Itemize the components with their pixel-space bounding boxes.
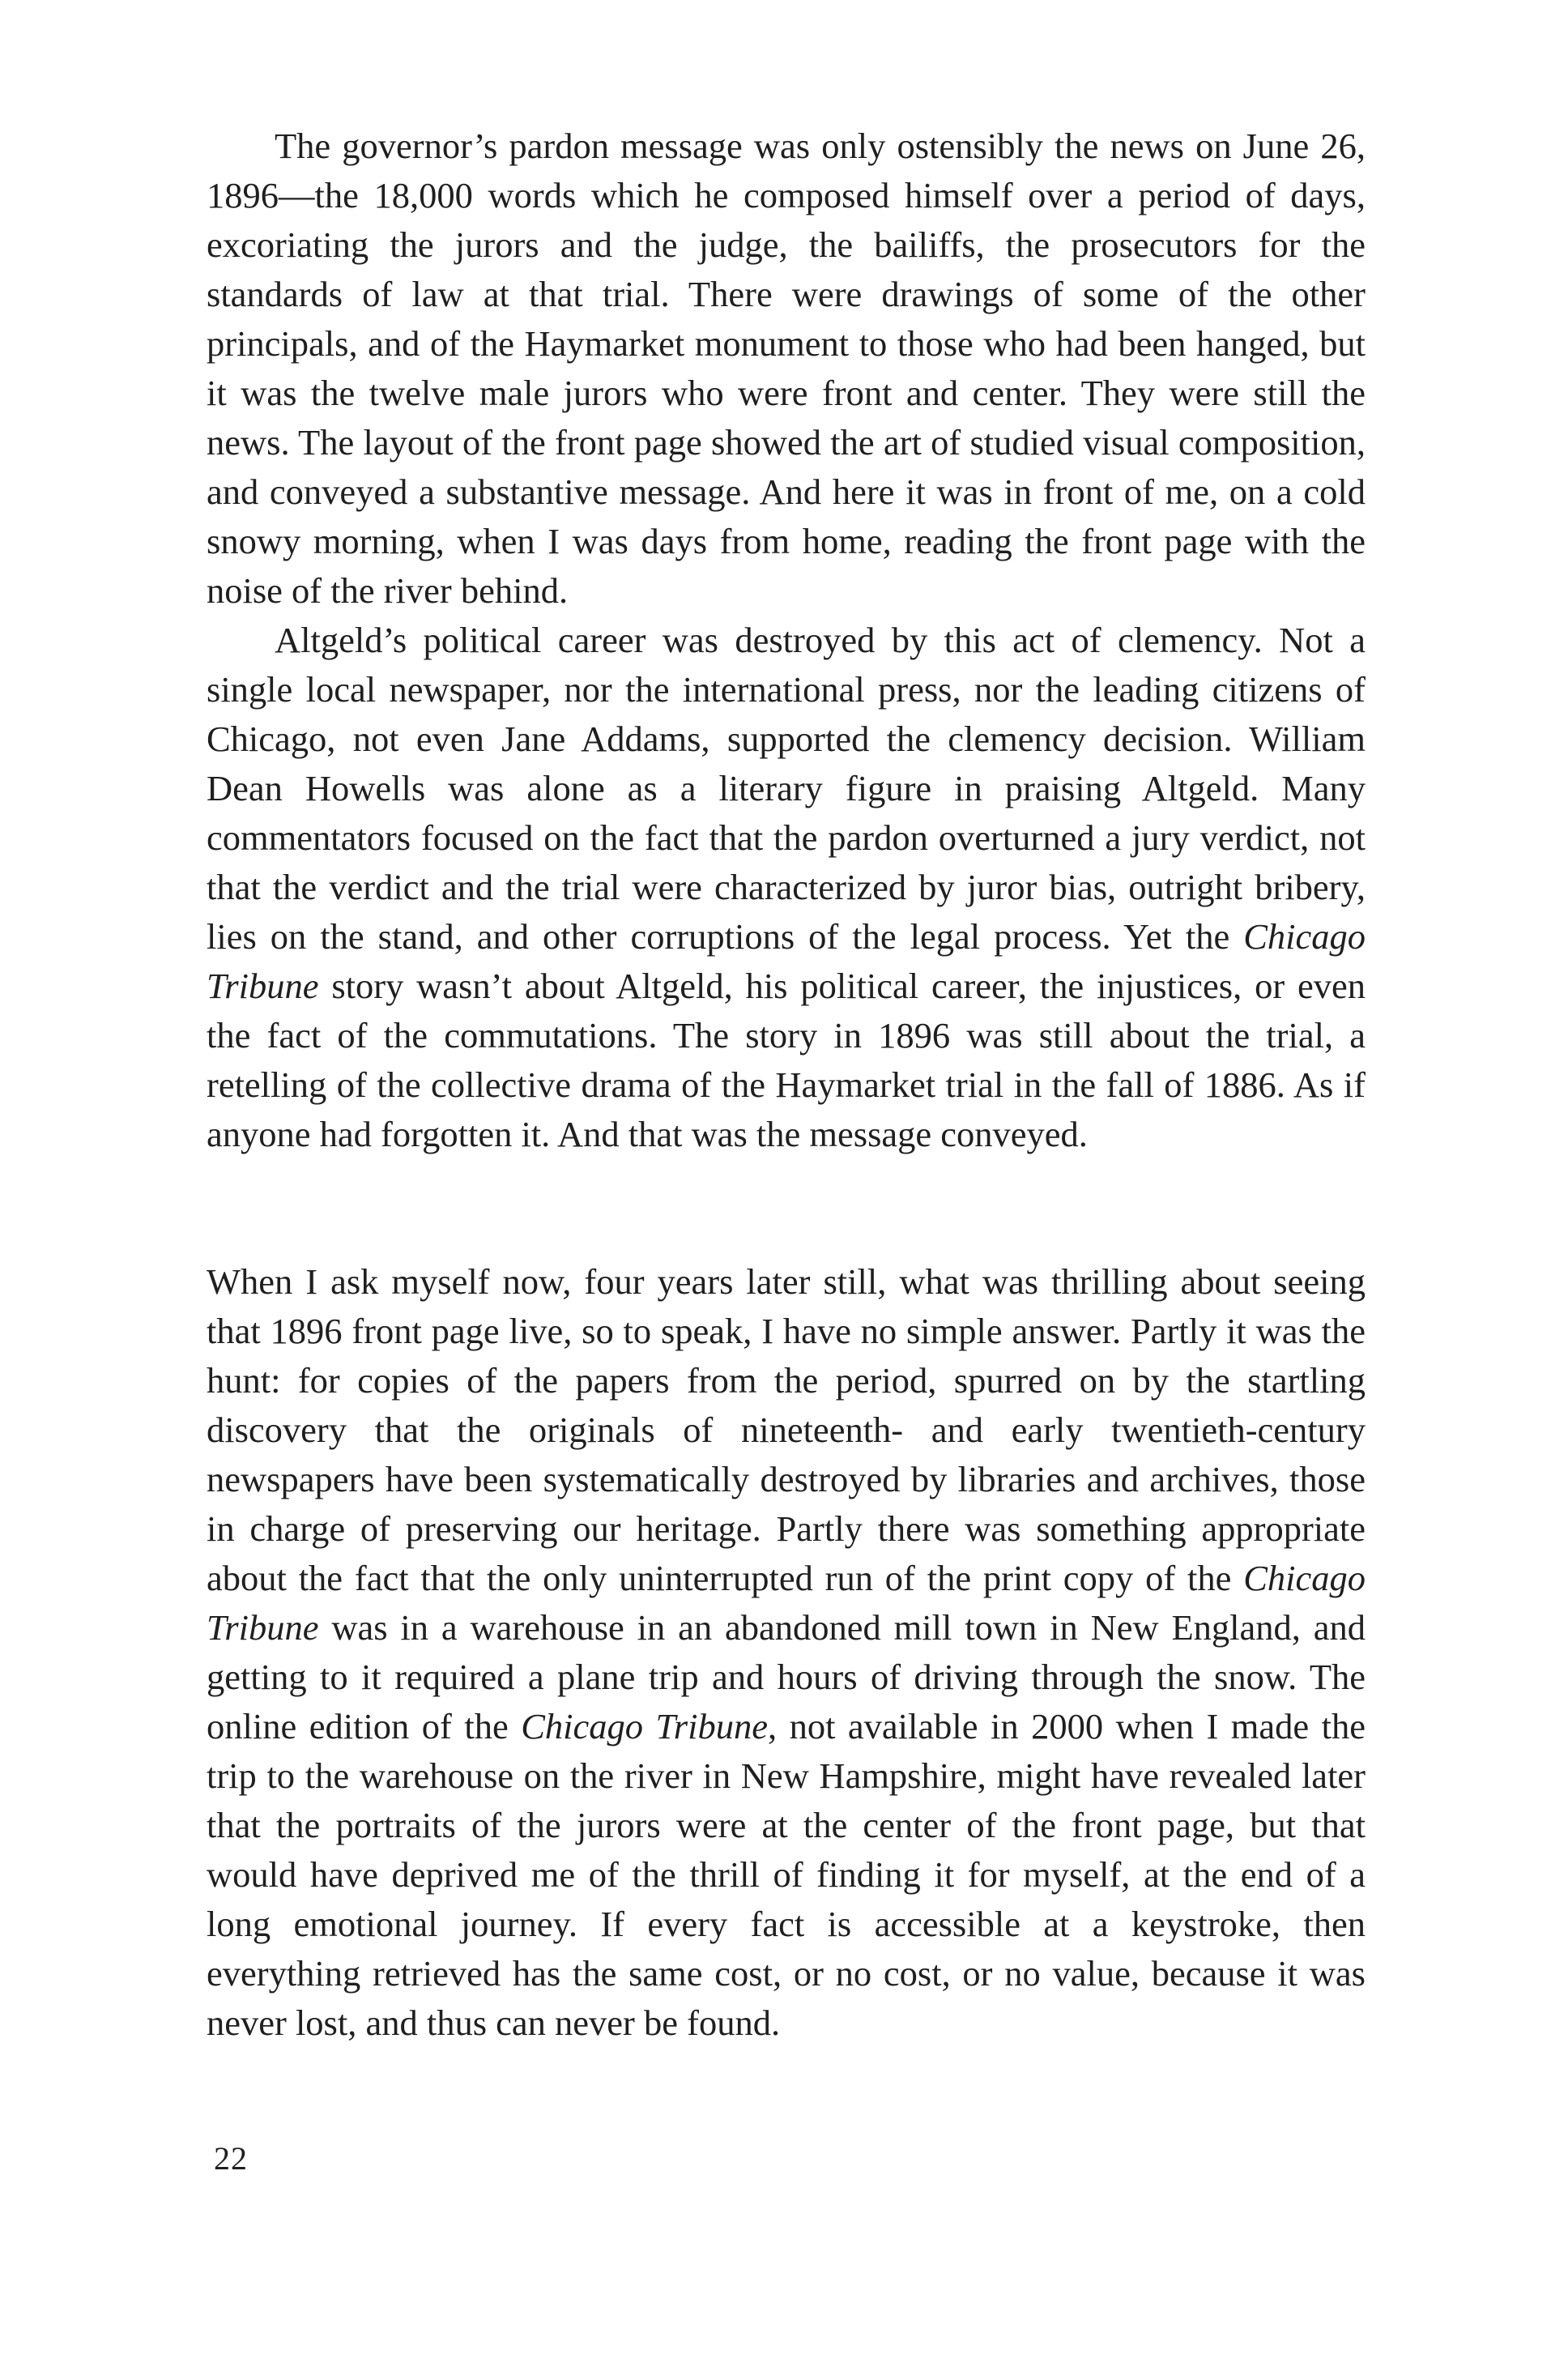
newspaper-title: Chicago Tribune (207, 1558, 1366, 1648)
paragraph-text: story wasn’t about Altgeld, his political career, the injustices, or even the fact of the commutations. The story in 1896 was still about the trial, a retelling of the collective drama of the Haymarket trial in the fall of 1886. As if anyone had forgotten it. And that was the message conveyed. (207, 966, 1366, 1154)
text-section-1 (207, 122, 1366, 1159)
paragraph-text: Altgeld’s political career was destroyed by this act of clemency. Not a single local newspaper, nor the international press, nor the leading citizens of Chicago, not even Jane Addams, supported the clemency decision. William Dean Howells was alone as a literary figure in praising Altgeld. Many commentators focused on the fact that the pardon overturned a jury verdict, not that the verdict and the trial were characterized by juror bias, outright bribery, lies on the stand, and other corruptions of the legal process. Yet the (207, 620, 1366, 957)
newspaper-title: Chicago Tribune (521, 1706, 768, 1746)
page-number: 22 (214, 2140, 248, 2177)
paragraph-thrill-of-hunt (207, 1257, 1366, 2048)
paragraph-text: was in a warehouse in an abandoned mill town in New England, and getting to it required a plane trip and hours of driving through the snow. The online edition of the (207, 1607, 1366, 1746)
paragraph-pardon-message: The governor’s pardon message was only ostensibly the news on June 26, 1896—the 18,000 words which he composed himself over a period of days, excoriating the jurors and the judge, the bailiffs, the prosecutors for the standards of law at that trial. There were drawings of some of the other principals, and of the Haymarket monument to those who had been hanged, but it was the twelve male jurors who were front and center. They were still the news. The layout of the front page showed the art of studied visual composition, and conveyed a substantive message. And here it was in front of me, on a cold snowy morning, when I was days from home, reading the front page with the noise of the river behind. (207, 126, 1366, 611)
newspaper-title: Chicago Tribune (207, 916, 1366, 1006)
text-section-2 (207, 1257, 1366, 2048)
paragraph-text: , not available in 2000 when I made the trip to the warehouse on the river in New Hampshire, might have revealed later that the portraits of the jurors were at the center of the front page, but that would have deprived me of the thrill of finding it for myself, at the end of a long emotional journey. If every fact is accessible at a keystroke, then everything retrieved has the same cost, or no cost, or no value, because it was never lost, and thus can never be found. (207, 1706, 1366, 2043)
paragraph-text: When I ask myself now, four years later still, what was thrilling about seeing that 1896 front page live, so to speak, I have no simple answer. Partly it was the hunt: for copies of the papers from the period, spurred on by the startling discovery that the originals of nineteenth- and early twentieth-century newspapers have been systematically destroyed by libraries and archives, those in charge of preserving our heritage. Partly there was something appropriate about the fact that the only uninterrupted run of the print copy of the (207, 1261, 1366, 1598)
paragraph-altgeld-career (207, 616, 1366, 1159)
